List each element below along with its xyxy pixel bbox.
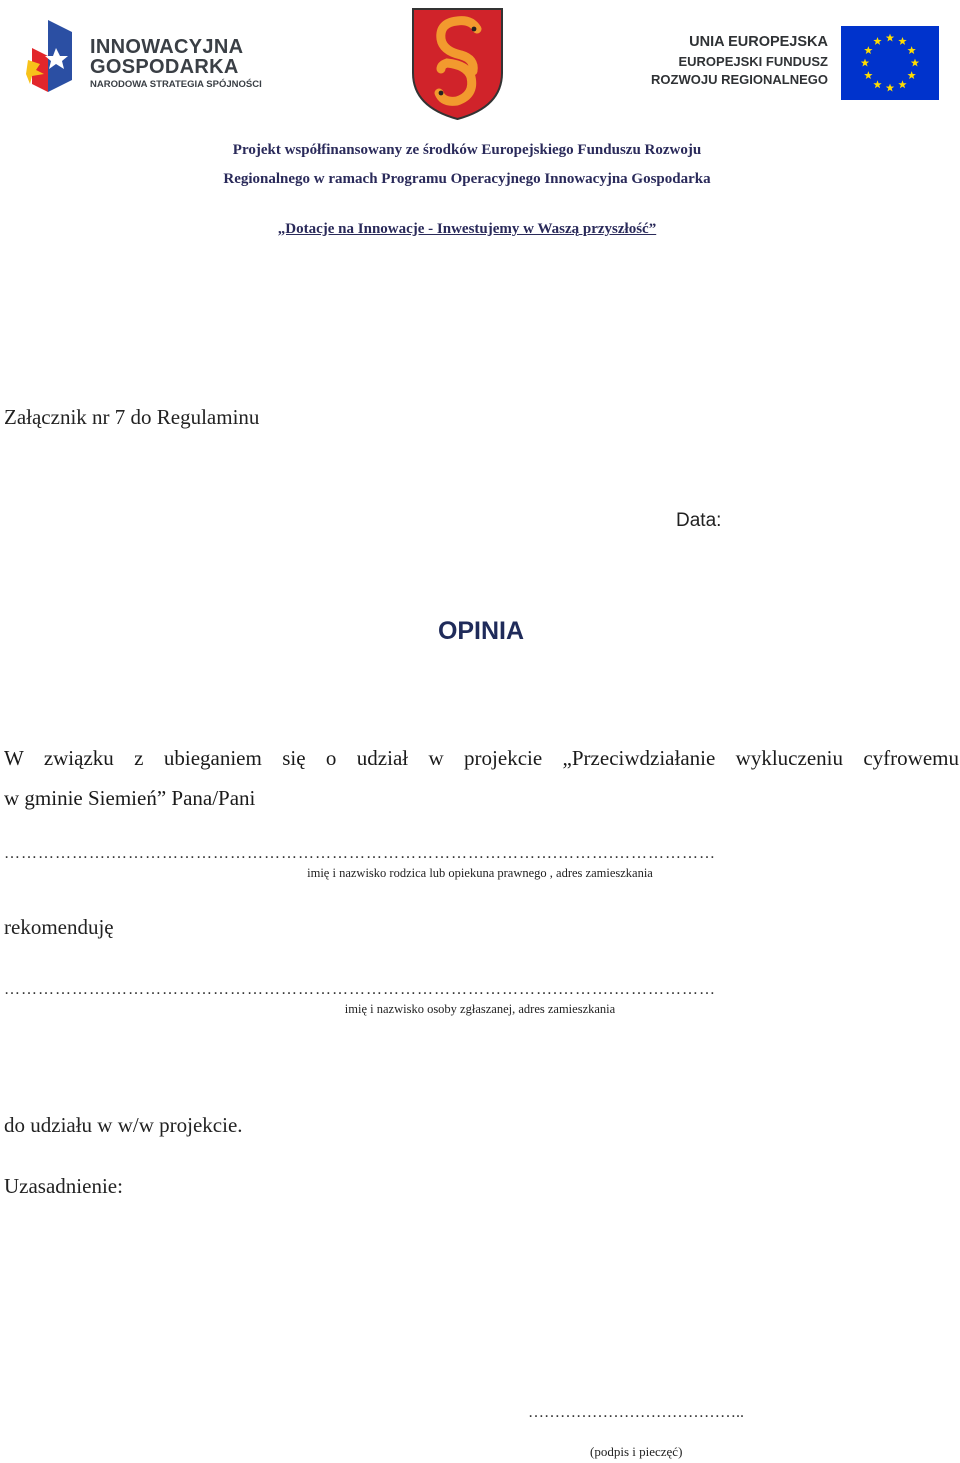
project-funding-line-1: Projekt współfinansowany ze środków Europejskiego Funduszu Rozwoju: [232, 142, 702, 158]
date-label: Data:: [676, 510, 722, 531]
paragraph-line-1: W związku z ubieganiem się o udział w projekcie „Przeciwdziałanie wykluczeniu cyfrowemu: [4, 746, 959, 770]
innowacyjna-emblem-icon: [26, 18, 90, 98]
person-name-fill-line: ……………….…………………………………………………………………….……….………………: [4, 981, 716, 998]
parent-name-caption: imię i nazwisko rodzica lub opiekuna prawnego , adres zamieszkania: [307, 866, 653, 880]
recommend-label: rekomenduję: [4, 915, 114, 939]
document-title: OPINIA: [437, 617, 525, 645]
logo-text-unia: UNIA EUROPEJSKA: [689, 34, 828, 50]
logo-text-fundusz: EUROPEJSKI FUNDUSZ: [678, 54, 828, 69]
project-motto: „Dotacje na Innowacje - Inwestujemy w Waszą przyszłość”: [277, 221, 657, 237]
logo-text-innowacyjna: INNOWACYJNA: [90, 36, 244, 58]
recommendation-paragraph: [4, 738, 959, 818]
signature-caption: (podpis i pieczęć): [590, 1444, 683, 1459]
person-name-caption: imię i nazwisko osoby zgłaszanej, adres zamieszkania: [344, 1002, 616, 1016]
participation-text: do udziału w w/w projekcie.: [4, 1113, 243, 1137]
innowacyjna-gospodarka-logo: [26, 18, 266, 98]
project-funding-line-2: Regionalnego w ramach Programu Operacyjnego Innowacyjna Gospodarka: [223, 171, 711, 187]
logo-text-strategia: NARODOWA STRATEGIA SPÓJNOŚCI: [90, 79, 262, 90]
eu-fund-logo: [651, 26, 940, 100]
paragraph-line-2: w gminie Siemień” Pana/Pani: [4, 786, 256, 810]
attachment-label: Załącznik nr 7 do Regulaminu: [4, 405, 260, 429]
logo-text-rozwoju: ROZWOJU REGIONALNEGO: [651, 72, 828, 87]
justification-label: Uzasadnienie:: [4, 1174, 123, 1198]
signature-fill-line: …………………………………..: [528, 1404, 744, 1421]
coat-of-arms-icon: [411, 7, 504, 121]
parent-name-fill-line: ……………….…………………………………………………………………….……….………………: [4, 845, 716, 862]
logo-text-gospodarka: GOSPODARKA: [90, 56, 239, 78]
eu-flag-icon: [841, 26, 939, 100]
